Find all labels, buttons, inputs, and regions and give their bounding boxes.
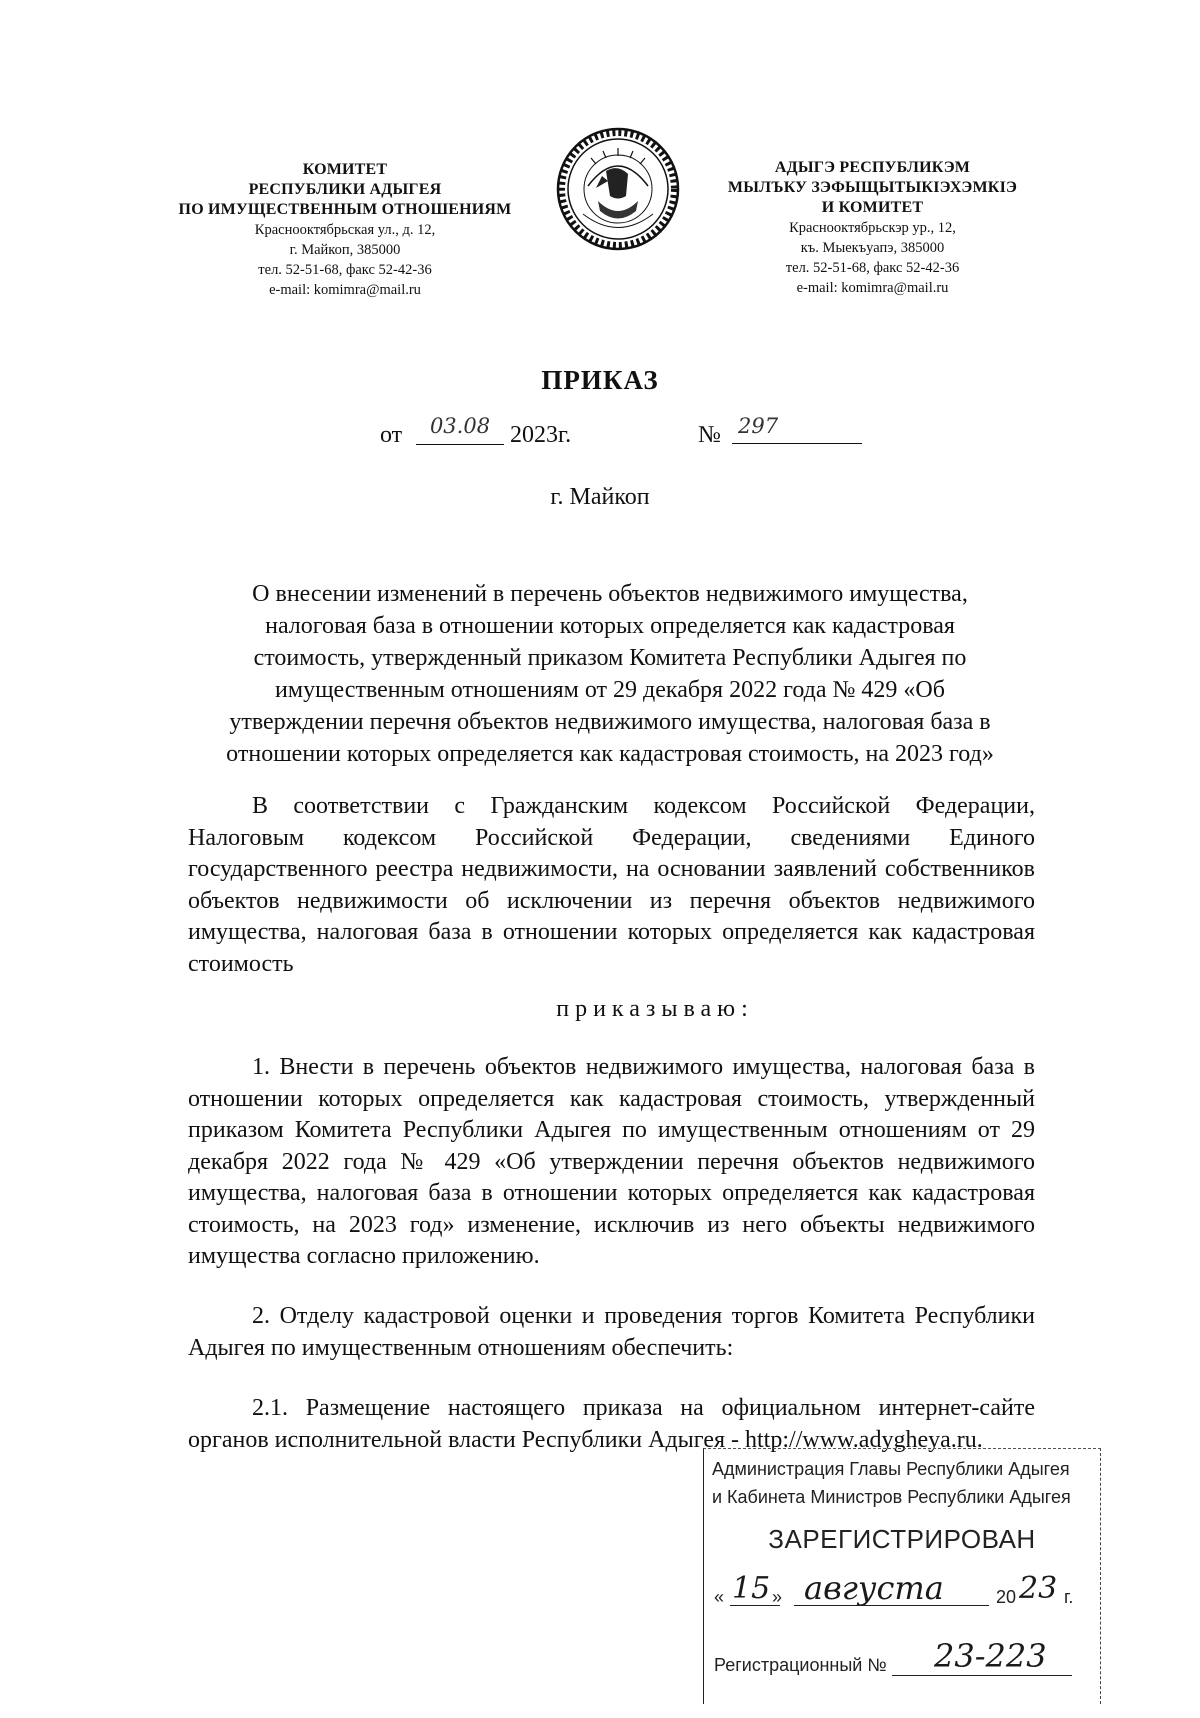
- header-right-block: [685, 158, 1060, 298]
- stamp-month-underline: [794, 1605, 989, 1606]
- address-line: къ. Мыекъуапэ, 385000: [800, 240, 945, 256]
- order-word: приказываю:: [556, 996, 754, 1022]
- stamp-year-suffix: г.: [1064, 1587, 1074, 1607]
- stamp-handwritten-month: августа: [804, 1569, 944, 1607]
- city-line: г. Майкоп: [550, 484, 650, 510]
- subject-line: утверждении перечня объектов недвижимого имущества, налоговая база в: [229, 709, 991, 735]
- subject-line: имущественным отношениям от 29 декабря 2022 года № 429 «Об: [275, 677, 945, 703]
- subject-line: налоговая база в отношении которых определяется как кадастровая: [265, 613, 955, 639]
- org-name-line: МЫЛЪКУ ЗЭФЫЩЫТЫКІЭХЭМКІЭ: [727, 179, 1018, 196]
- stamp-authority-line: и Кабинета Министров Республики Адыгея: [712, 1487, 1071, 1507]
- org-name-line: КОМИТЕТ: [302, 161, 388, 178]
- date-year: 2023г.: [510, 422, 572, 448]
- order-date-number-row: [380, 414, 860, 454]
- stamp-handwritten-year: 23: [1019, 1571, 1058, 1606]
- stamp-authority-line: Администрация Главы Республики Адыгея: [712, 1459, 1070, 1479]
- date-prefix: от: [380, 422, 403, 448]
- item-1-paragraph: [188, 1052, 1035, 1273]
- item-2-1-paragraph: [188, 1393, 1035, 1456]
- org-name-line: ПО ИМУЩЕСТВЕННЫМ ОТНОШЕНИЯМ: [178, 201, 512, 218]
- stamp-year-prefix: 20: [996, 1587, 1017, 1607]
- stamp-date-row: [714, 1571, 1094, 1617]
- stamp-handwritten-reg-number: 23-223: [934, 1637, 1047, 1675]
- handwritten-date: 03.08: [416, 414, 504, 445]
- subject-line: стоимость, утвержденный приказом Комитета Республики Адыгея по: [253, 645, 967, 671]
- stamp-handwritten-day: 15: [732, 1571, 771, 1606]
- address-line: г. Майкоп, 385000: [289, 242, 401, 258]
- order-subject: [170, 578, 1050, 770]
- registration-stamp: [703, 1448, 1103, 1718]
- org-name-line: И КОМИТЕТ: [821, 199, 924, 216]
- stamp-status: ЗАРЕГИСТРИРОВАН: [768, 1524, 1036, 1554]
- handwritten-order-number: 297: [732, 414, 862, 444]
- stamp-close-quote: »: [772, 1587, 783, 1607]
- preamble-text: В соответствии с Гражданским кодексом Российской Федерации, Налоговым кодексом Российской Федерации, сведениями Единого государственного реестра недвижимости, на основании заявлений собственников объектов недвижимости об исключении из перечня объектов недвижимого имущества, налоговая база в отношении которых определяется как кадастровая стоимость: [188, 793, 1035, 977]
- email-line: e-mail: komimra@mail.ru: [796, 280, 949, 296]
- stamp-reg-label: Регистрационный №: [714, 1655, 887, 1675]
- phone-line: тел. 52-51-68, факс 52-42-36: [258, 262, 432, 278]
- stamp-frame: [703, 1448, 1101, 1704]
- stamp-open-quote: «: [714, 1587, 725, 1607]
- org-name-line: РЕСПУБЛИКИ АДЫГЕЯ: [248, 181, 442, 198]
- stamp-day-underline: [730, 1605, 780, 1606]
- email-line: e-mail: komimra@mail.ru: [269, 282, 421, 298]
- subject-line: О внесении изменений в перечень объектов недвижимого имущества,: [252, 581, 968, 607]
- header-left-block: [145, 160, 545, 300]
- item-2-paragraph: [188, 1301, 1035, 1364]
- stamp-reg-underline: [892, 1675, 1072, 1676]
- stamp-registration-row: [714, 1639, 1094, 1685]
- phone-line: тел. 52-51-68, факс 52-42-36: [785, 260, 960, 276]
- coat-of-arms-emblem-icon: [548, 126, 688, 252]
- subject-line: отношении которых определяется как кадастровая стоимость, на 2023 год»: [226, 741, 994, 767]
- item-2-text: 2. Отделу кадастровой оценки и проведения торгов Комитета Республики Адыгея по имущественным отношениям обеспечить:: [188, 1303, 1035, 1361]
- address-line: Краснооктябрьская ул., д. 12,: [254, 222, 436, 238]
- address-line: Краснооктябрьскэр ур., 12,: [789, 220, 956, 236]
- document-title: ПРИКАЗ: [541, 365, 659, 395]
- item-1-text: 1. Внести в перечень объектов недвижимого имущества, налоговая база в отношении которых определяется как кадастровая стоимость, утвержденный приказом Комитета Республики Адыгея по имущественным отношениям от 29 декабря 2022 года № 429 «Об утверждении перечня объектов недвижимого имущества, налоговая база в отношении которых определяется как кадастровая стоимость, на 2023 год» изменение, исключив из него объекты недвижимого имущества согласно приложению.: [188, 1054, 1035, 1269]
- preamble-paragraph: [188, 791, 1035, 980]
- item-2-1-text: 2.1. Размещение настоящего приказа на официальном интернет-сайте органов исполнительной власти Республики Адыгея - http://www.adygheya.ru.: [188, 1395, 1035, 1453]
- org-name-line: АДЫГЭ РЕСПУБЛИКЭМ: [774, 159, 971, 176]
- number-prefix: №: [698, 422, 721, 448]
